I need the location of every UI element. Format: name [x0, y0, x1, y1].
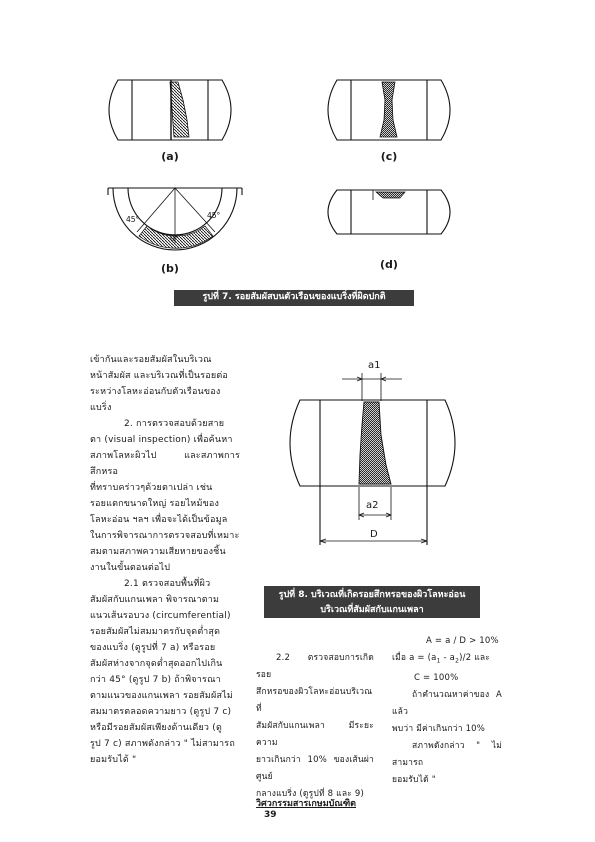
left-line: แบริ่ง [90, 403, 112, 413]
middle-line: กลางแบริ่ง (ดูรูปที่ 8 และ 9) [256, 789, 365, 799]
footer [256, 796, 376, 820]
formula-2-pre: เมื่อ a = (a [392, 653, 437, 663]
left-line: ของแบริ่ง (ดูรูปที่ 7 a) หรือรอย [90, 643, 216, 653]
figure-7-drawing [0, 0, 595, 300]
left-line: 2. การตรวจสอบด้วยสาย [124, 419, 225, 429]
left-line: รอยสัมผัสไม่สมมาตรกับจุดต่ำสุด [90, 627, 221, 637]
right-column-text [392, 633, 502, 789]
figure-8-caption-line-2: บริเวณที่สัมผัสกับแกนเพลา [320, 605, 424, 615]
figure-7c-bearing [328, 80, 450, 140]
left-line: หรือมีรอยสัมผัสเพียงด้านเดียว (ดู [90, 723, 223, 733]
left-line: เข้ากันและรอยสัมผัสในบริเวณ [90, 355, 212, 365]
figure-8-label-a1: a1 [368, 360, 381, 371]
figure-8-label-a2: a2 [366, 500, 379, 511]
middle-line: 2.2 ตรวจสอบการเกิดรอย [256, 653, 374, 680]
figure-7-caption: รูปที่ 7. รอยสัมผัสบนตัวเรือนของแบริ่งที่ผิดปกติ [174, 290, 414, 306]
left-line: ที่ทราบคร่าวๆด้วยตาเปล่า เช่น [90, 483, 213, 493]
figure-7d-bearing [328, 190, 450, 234]
right-line: ถ้าคำนวณหาค่าของ A แล้ว [392, 689, 502, 717]
left-column-text [90, 352, 240, 768]
left-line: ยอมรับได้ " [90, 755, 137, 765]
left-line: รูป 7 c) สภาพดังกล่าว " ไม่สามารถ [90, 739, 235, 749]
figure-8-caption [264, 586, 480, 618]
page-number: 39 [264, 810, 277, 820]
left-line: กว่า 45° (ดูรูป 7 b) ถ้าพิจารณา [90, 675, 221, 685]
right-line: พบว่า มีค่าเกินกว่า 10% [392, 723, 486, 734]
formula-2-sub-1: 1 [436, 657, 441, 665]
right-line: สภาพดังกล่าว " ไม่สามารถ [392, 740, 502, 768]
left-line: งานในขั้นตอนต่อไป [90, 563, 171, 573]
figure-7d-label: (d) [380, 258, 398, 271]
middle-line: สึกหรอของผิวโลหะอ่อนบริเวณที่ [256, 687, 373, 714]
left-line: ในการพิจารณาการตรวจสอบที่เหมาะ [90, 531, 240, 541]
figure-7a-bearing [109, 80, 231, 140]
left-line: หน้าสัมผัส และบริเวณที่เป็นรอยต่อ [90, 371, 229, 381]
formula-2 [392, 650, 502, 670]
formula-3: C = 100% [414, 672, 459, 683]
formula-1: A = a / D > 10% [426, 636, 499, 646]
middle-line: สัมผัสกับแกนเพลา มีระยะความ [256, 721, 374, 748]
figure-8-caption-line-1: รูปที่ 8. บริเวณที่เกิดรอยสึกหรอของผิวโลหะอ่อน [278, 590, 466, 600]
left-line: สมมาตรตลอดความยาว (ดูรูป 7 c) [90, 707, 232, 717]
left-line: โลหะอ่อน ฯลฯ เพื่อจะได้เป็นข้อมูล [90, 515, 228, 525]
left-line: ระหว่างโลหะอ่อนกับตัวเรือนของ [90, 387, 221, 397]
formula-2-mid: - a [440, 653, 456, 663]
figure-7b-angle-right: 45° [207, 211, 221, 220]
figure-7b-half-ring [108, 188, 242, 250]
middle-column-text [256, 650, 374, 803]
formula-2-sub-2: 2 [455, 657, 460, 665]
left-line: สมตามสภาพความเสียหายของชิ้น [90, 547, 226, 557]
right-line: ยอมรับได้ " [392, 774, 436, 785]
figure-7c-label: (c) [380, 150, 398, 163]
figure-7a-label: (a) [161, 150, 179, 163]
middle-line: ยาวเกินกว่า 10% ของเส้นผ่าศูนย์ [256, 755, 374, 782]
left-line: แนวเส้นรอบวง (circumferential) [90, 611, 231, 621]
figure-7b-angle-center: 0° [170, 234, 179, 243]
figure-8-label-d: D [370, 529, 378, 540]
figure-7b-angle-left: 45° [126, 215, 140, 224]
left-line: ตา (visual inspection) เพื่อค้นหา [90, 435, 233, 445]
left-line: 2.1 ตรวจสอบพื้นที่ผิว [124, 579, 211, 589]
left-line: ตามแนวของแกนเพลา รอยสัมผัสไม่ [90, 691, 233, 701]
journal-name: วิศวกรรมสารเกษมบัณฑิต [256, 799, 357, 809]
left-line: สภาพโลหะผิวไป และสภาพการสึกหรอ [90, 451, 240, 477]
figure-7b-label: (b) [161, 262, 179, 275]
left-line: รอยแตกขนาดใหญ่ รอยไหม้ของ [90, 499, 220, 509]
left-line: สัมผัสกับแกนเพลา พิจารณาตาม [90, 595, 220, 605]
formula-2-post: )/2 และ [459, 653, 491, 663]
left-line: สัมผัสห่างจากจุดต่ำสุดออกไปเกิน [90, 659, 223, 669]
